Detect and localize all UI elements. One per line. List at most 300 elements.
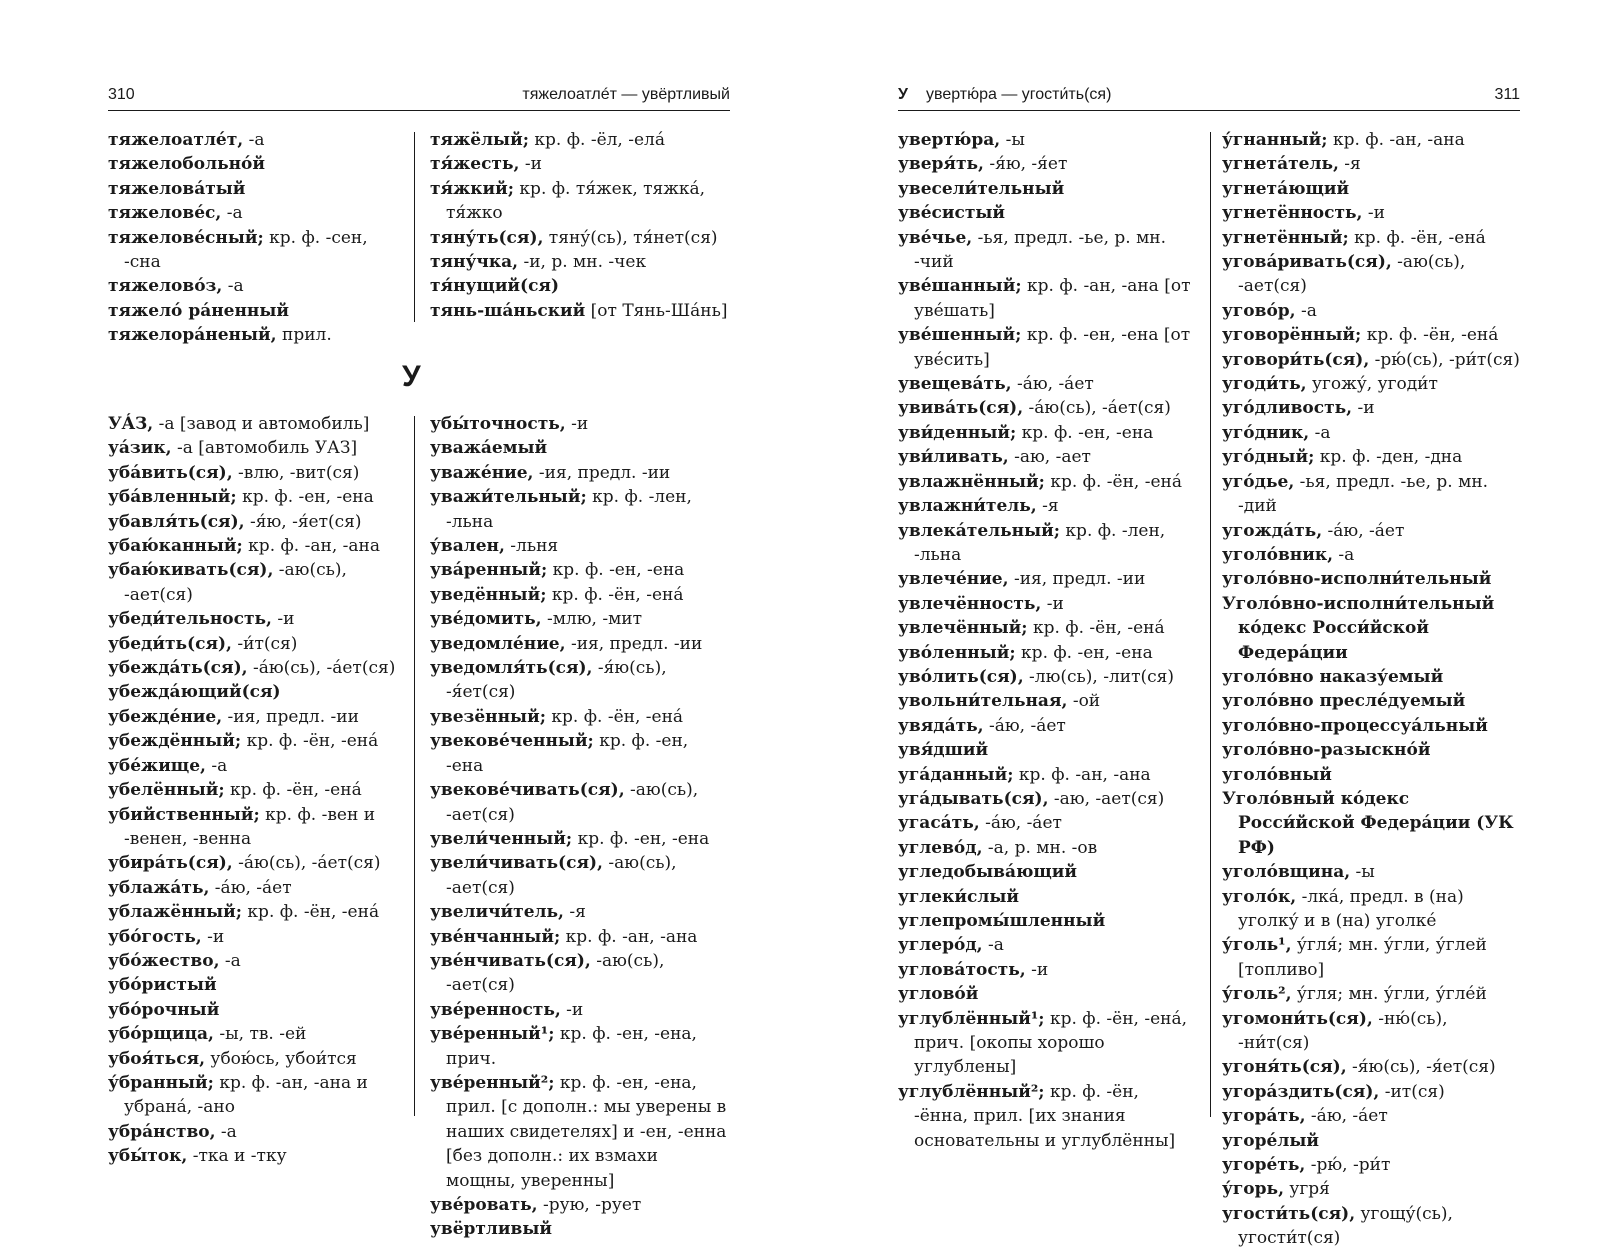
entry-headword: убеждáющий(ся) bbox=[108, 682, 281, 703]
dictionary-entry bbox=[898, 470, 1198, 494]
entry-headword: увéшанный; bbox=[898, 276, 1022, 297]
entry-grammar-note: -áю, -áет bbox=[1011, 374, 1094, 395]
column-divider bbox=[414, 132, 415, 322]
entry-headword: уголóк, bbox=[1222, 886, 1297, 907]
dictionary-entry bbox=[430, 827, 730, 851]
dictionary-entry bbox=[1222, 567, 1520, 591]
entry-grammar-note: угожу́, угоди́т bbox=[1306, 374, 1438, 395]
dictionary-entry bbox=[898, 201, 1198, 225]
dictionary-entry bbox=[108, 558, 398, 607]
entry-headword: тяжеловáтый bbox=[108, 178, 246, 199]
dictionary-entry bbox=[430, 1193, 730, 1217]
dictionary-entry bbox=[108, 1071, 398, 1120]
entry-headword: тяжёлый; bbox=[430, 130, 529, 150]
entry-headword: тяжелорáненый, bbox=[108, 325, 277, 346]
entry-grammar-note: кр. ф. -ан, -ана bbox=[1327, 130, 1465, 150]
dictionary-entry bbox=[898, 836, 1198, 860]
right-column-1 bbox=[898, 128, 1198, 1153]
entry-headword: уголóвщина, bbox=[1222, 862, 1351, 883]
entry-headword: уведомля́ть(ся), bbox=[430, 658, 593, 679]
entry-headword: убóжество, bbox=[108, 950, 220, 971]
dictionary-entry bbox=[430, 900, 730, 924]
entry-grammar-note: -а bbox=[221, 203, 243, 224]
entry-headword: углепромы́шленный bbox=[898, 911, 1106, 931]
entry-grammar-note: кр. ф. -ён, -ённа, прил. [их знания основательны и углублённы] bbox=[914, 1081, 1176, 1151]
dictionary-entry bbox=[898, 421, 1198, 445]
dictionary-entry bbox=[898, 933, 1198, 957]
dictionary-entry bbox=[108, 656, 398, 680]
dictionary-entry bbox=[108, 323, 398, 347]
entry-headword: тяжелоатлéт, bbox=[108, 130, 244, 150]
entry-grammar-note: у́гля́; мн. у́гли, у́глей [топливо] bbox=[1238, 935, 1487, 980]
entry-headword: увóленный; bbox=[898, 642, 1016, 663]
dictionary-entry bbox=[430, 998, 730, 1022]
entry-grammar-note: кр. ф. -ден, -дна bbox=[1314, 447, 1463, 468]
dictionary-entry bbox=[108, 128, 398, 152]
dictionary-entry bbox=[430, 583, 730, 607]
entry-headword: увертю́ра, bbox=[898, 130, 1001, 150]
left-top-column-1 bbox=[108, 128, 398, 348]
dictionary-entry bbox=[1222, 1129, 1520, 1153]
entry-grammar-note: кр. ф. -ён, -енá bbox=[1044, 471, 1182, 492]
entry-grammar-note: кр. ф. -ан, -ана bbox=[560, 926, 698, 947]
entry-grammar-note: -ой bbox=[1067, 691, 1101, 712]
dictionary-entry bbox=[430, 250, 730, 274]
entry-headword: увéренность, bbox=[430, 999, 561, 1020]
dictionary-entry bbox=[108, 485, 398, 509]
column-divider bbox=[1210, 132, 1211, 1117]
entry-headword: увивáть(ся), bbox=[898, 398, 1024, 419]
dictionary-entry bbox=[430, 925, 730, 949]
entry-grammar-note: кр. ф. -ен, -ена [от увéсить] bbox=[914, 325, 1191, 370]
dictionary-entry bbox=[1222, 860, 1520, 884]
entry-headword: уголóвник, bbox=[1222, 544, 1334, 565]
entry-grammar-note: -рую, -рует bbox=[537, 1195, 642, 1215]
entry-grammar-note: -влю, -вит(ся) bbox=[232, 462, 360, 483]
entry-headword: тяжеловéсный; bbox=[108, 227, 264, 248]
entry-headword: тя́жесть, bbox=[430, 154, 520, 175]
dictionary-entry bbox=[430, 729, 730, 778]
dictionary-entry bbox=[1222, 299, 1520, 323]
entry-grammar-note: кр. ф. -ён, -енá, прич. [окопы хорошо углублены] bbox=[914, 1008, 1188, 1078]
section-letter: У bbox=[402, 360, 421, 393]
entry-headword: убáвить(ся), bbox=[108, 462, 233, 483]
entry-grammar-note: -а bbox=[1333, 544, 1355, 565]
right-page-header bbox=[898, 86, 1520, 111]
entry-headword: тяжелобольнóй bbox=[108, 154, 265, 175]
entry-grammar-note: -аю(сь), -ает(ся) bbox=[446, 950, 665, 996]
entry-grammar-note: -и bbox=[1352, 398, 1375, 419]
entry-headword: угасáть, bbox=[898, 813, 980, 834]
entry-headword: уважáемый bbox=[430, 438, 548, 459]
entry-grammar-note: -áю(сь), -áет(ся) bbox=[1023, 398, 1171, 419]
entry-grammar-note: -áю, -áет bbox=[1322, 520, 1405, 541]
entry-headword: убóрочный bbox=[108, 999, 220, 1020]
entry-headword: угóдник, bbox=[1222, 422, 1310, 443]
entry-headword: убы́точность, bbox=[430, 414, 566, 434]
letter-tab: У bbox=[898, 86, 908, 103]
entry-grammar-note: -áю(сь), -áет(ся) bbox=[247, 658, 396, 679]
dictionary-entry bbox=[898, 885, 1198, 909]
dictionary-entry bbox=[430, 534, 730, 558]
dictionary-entry bbox=[1222, 201, 1520, 225]
entry-headword: у́бранный; bbox=[108, 1072, 214, 1093]
dictionary-entry bbox=[430, 461, 730, 485]
entry-grammar-note: кр. ф. -ён, -енá bbox=[546, 706, 684, 727]
dictionary-entry bbox=[430, 485, 730, 534]
entry-grammar-note: у́гля; мн. у́гли, у́глéй bbox=[1291, 984, 1487, 1005]
entry-headword: убóристый bbox=[108, 975, 217, 996]
entry-headword: угнетáющий bbox=[1222, 178, 1350, 199]
entry-headword: тяжеловóз, bbox=[108, 276, 223, 297]
dictionary-entry bbox=[1222, 1007, 1520, 1056]
entry-headword: углублённый¹; bbox=[898, 1008, 1045, 1029]
entry-grammar-note: -я bbox=[1036, 496, 1059, 517]
entry-grammar-note: кр. ф. -ан, -ана [от увéшать] bbox=[914, 276, 1191, 321]
entry-grammar-note: кр. ф. -ен, -ена, прил. [с дополн.: мы уверены в наших свидетелях] и -ен, -енна [без дополн.: их взмахи мощны, уверенны] bbox=[446, 1072, 727, 1191]
entry-headword: увéнчанный; bbox=[430, 926, 561, 947]
entry-headword: убеждённый; bbox=[108, 731, 242, 752]
entry-headword: угорáздить(ся), bbox=[1222, 1081, 1380, 1102]
entry-headword: угóдный; bbox=[1222, 447, 1315, 468]
dictionary-entry bbox=[1222, 982, 1520, 1006]
entry-headword: угнетённость, bbox=[1222, 203, 1363, 224]
entry-headword: у́голь², bbox=[1222, 984, 1292, 1005]
entry-headword: уважéние, bbox=[430, 462, 534, 483]
entry-headword: увéшенный; bbox=[898, 325, 1022, 346]
page-number: 310 bbox=[108, 86, 135, 103]
entry-grammar-note: кр. ф. -вен и -венен, -венна bbox=[124, 804, 376, 849]
entry-grammar-note: -ия, предл. -ии bbox=[533, 462, 671, 483]
dictionary-entry bbox=[430, 412, 730, 436]
entry-headword: увели́ченный; bbox=[430, 828, 573, 849]
dictionary-entry bbox=[898, 592, 1198, 616]
entry-grammar-note: -рю́(сь), -ри́т(ся) bbox=[1369, 349, 1520, 370]
entry-headword: увéчье, bbox=[898, 227, 973, 248]
entry-headword: ублажáть, bbox=[108, 877, 210, 898]
entry-grammar-note: кр. ф. -ен, -ена, прич. bbox=[446, 1024, 697, 1069]
entry-headword: угнетáтель, bbox=[1222, 154, 1339, 175]
entry-headword: уголóвно-исполни́тельный bbox=[1222, 569, 1492, 590]
entry-headword: убирáть(ся), bbox=[108, 853, 233, 874]
entry-headword: угóдье, bbox=[1222, 471, 1295, 492]
entry-headword: уговóр, bbox=[1222, 300, 1296, 321]
dictionary-entry bbox=[108, 1120, 398, 1144]
entry-headword: увéренный¹; bbox=[430, 1024, 555, 1045]
entry-headword: Уголóвный кóдекс Росси́йской Федерáции (УК РФ) bbox=[1222, 788, 1514, 858]
dictionary-entry bbox=[430, 851, 730, 900]
left-bottom-column-1 bbox=[108, 412, 398, 1169]
dictionary-entry bbox=[1222, 787, 1520, 860]
entry-grammar-note: -аю(сь), -ает(ся) bbox=[124, 560, 347, 605]
entry-grammar-note: -я́ю, -я́ет(ся) bbox=[244, 511, 362, 532]
entry-grammar-note: -и bbox=[271, 609, 295, 630]
dictionary-entry bbox=[1222, 885, 1520, 934]
entry-grammar-note: -ия, предл. -ии bbox=[1008, 569, 1146, 590]
entry-grammar-note: -я́ю, -я́ет bbox=[983, 154, 1068, 175]
entry-headword: углеки́слый bbox=[898, 886, 1019, 907]
dictionary-entry bbox=[430, 1217, 730, 1241]
dictionary-entry bbox=[430, 949, 730, 998]
entry-grammar-note: -а bbox=[205, 755, 228, 776]
entry-grammar-note: -льня bbox=[504, 536, 559, 557]
dictionary-entry bbox=[108, 412, 398, 436]
entry-headword: уáзик, bbox=[108, 438, 172, 459]
entry-grammar-note: -и bbox=[1362, 203, 1385, 224]
dictionary-entry bbox=[430, 177, 730, 226]
entry-grammar-note: кр. ф. -ан, -ана и убранá, -ано bbox=[124, 1072, 368, 1118]
column-divider bbox=[414, 416, 415, 1116]
dictionary-entry bbox=[430, 1022, 730, 1071]
entry-headword: угледобывáющий bbox=[898, 862, 1078, 883]
dictionary-entry bbox=[1222, 1202, 1520, 1251]
entry-grammar-note: кр. ф. -лен, -льна bbox=[914, 520, 1166, 565]
entry-headword: убеди́тельность, bbox=[108, 609, 272, 630]
entry-headword: тяжеловéс, bbox=[108, 203, 222, 224]
dictionary-entry bbox=[108, 851, 398, 875]
entry-grammar-note: кр. ф. -сен, -сна bbox=[124, 227, 368, 273]
entry-grammar-note: -и bbox=[560, 999, 584, 1020]
entry-headword: увя́дший bbox=[898, 740, 989, 761]
entry-headword: увлечéние, bbox=[898, 569, 1009, 590]
dictionary-entry bbox=[108, 925, 398, 949]
entry-headword: увéдомить, bbox=[430, 609, 542, 630]
entry-headword: увлекáтельный; bbox=[898, 520, 1061, 541]
entry-headword: угости́ть(ся), bbox=[1222, 1203, 1356, 1224]
entry-grammar-note: -и bbox=[1025, 959, 1049, 980]
entry-headword: уважи́тельный; bbox=[430, 487, 587, 508]
entry-grammar-note: кр. ф. -ён, -енá bbox=[224, 780, 362, 801]
dictionary-entry bbox=[898, 982, 1198, 1006]
entry-grammar-note: прил. bbox=[276, 325, 332, 346]
entry-grammar-note: кр. ф. -ёл, -елá bbox=[529, 130, 665, 150]
dictionary-entry bbox=[108, 274, 398, 298]
entry-grammar-note: -а [завод и автомобиль] bbox=[153, 414, 370, 434]
entry-grammar-note: тяну́(сь), тя́нет(ся) bbox=[543, 227, 718, 248]
entry-headword: уви́денный; bbox=[898, 422, 1017, 443]
entry-headword: угомони́ть(ся), bbox=[1222, 1008, 1373, 1029]
entry-headword: тяну́ть(ся), bbox=[430, 227, 544, 248]
entry-headword: увлажни́тель, bbox=[898, 496, 1037, 517]
entry-headword: у́гнанный; bbox=[1222, 130, 1328, 150]
entry-headword: убийственный; bbox=[108, 804, 260, 825]
dictionary-entry bbox=[108, 607, 398, 631]
entry-headword: убéжище, bbox=[108, 755, 206, 776]
dictionary-entry bbox=[898, 714, 1198, 738]
dictionary-entry bbox=[1222, 445, 1520, 469]
entry-grammar-note: угощу́(сь), угости́т(ся) bbox=[1238, 1203, 1453, 1249]
entry-headword: уголóвно преслéдуемый bbox=[1222, 691, 1466, 712]
entry-grammar-note: -лкá, предл. в (на) уголку́ и в (на) уголкé bbox=[1238, 886, 1464, 931]
entry-headword: угáдывать(ся), bbox=[898, 788, 1049, 809]
entry-headword: увесели́тельный bbox=[898, 178, 1065, 199]
dictionary-entry bbox=[898, 738, 1198, 762]
entry-grammar-note: -áю, -áет bbox=[979, 813, 1062, 834]
dictionary-entry bbox=[108, 534, 398, 558]
entry-grammar-note: -а bbox=[1295, 300, 1317, 321]
entry-headword: уголóвно-разыскнóй bbox=[1222, 740, 1431, 761]
entry-headword: увели́чивать(ся), bbox=[430, 853, 603, 874]
entry-headword: тянь-шáньский bbox=[430, 300, 586, 321]
entry-grammar-note: -а bbox=[1309, 422, 1331, 443]
dictionary-entry bbox=[898, 811, 1198, 835]
entry-headword: уведённый; bbox=[430, 584, 547, 605]
entry-headword: уговори́ть(ся), bbox=[1222, 349, 1370, 370]
entry-headword: уговорённый; bbox=[1222, 325, 1362, 346]
dictionary-entry bbox=[1222, 1055, 1520, 1079]
entry-headword: угóдливость, bbox=[1222, 398, 1353, 419]
entry-headword: тя́жкий; bbox=[430, 178, 515, 199]
entry-headword: увезённый; bbox=[430, 706, 546, 727]
entry-headword: тяжелó рáненный bbox=[108, 300, 290, 321]
dictionary-entry bbox=[430, 705, 730, 729]
entry-headword: Уголóвно-исполни́тельный кóдекс Росси́йской Федерáции bbox=[1222, 593, 1495, 663]
entry-headword: уголóвно-процессуáльный bbox=[1222, 715, 1488, 736]
dictionary-entry bbox=[1222, 1177, 1520, 1201]
entry-headword: убóгость, bbox=[108, 926, 202, 947]
entry-grammar-note: -рю́, -ри́т bbox=[1305, 1155, 1391, 1176]
entry-grammar-note: кр. ф. -ён, -енá bbox=[1361, 325, 1499, 346]
entry-grammar-note: -ит(ся) bbox=[1379, 1081, 1445, 1102]
entry-headword: угорáть, bbox=[1222, 1106, 1306, 1127]
dictionary-entry bbox=[1222, 470, 1520, 519]
entry-grammar-note: -ия, предл. -ии bbox=[565, 633, 703, 654]
dictionary-entry bbox=[430, 778, 730, 827]
dictionary-entry bbox=[108, 177, 398, 201]
dictionary-entry bbox=[898, 860, 1198, 884]
entry-grammar-note: -аю, -ает bbox=[1008, 447, 1091, 468]
dictionary-entry bbox=[430, 558, 730, 582]
entry-grammar-note: кр. ф. тя́жек, тяжкá, тя́жко bbox=[446, 178, 706, 224]
dictionary-entry bbox=[108, 680, 398, 704]
running-head: тяжелоатлéт — увёртливый bbox=[522, 86, 730, 103]
left-page-header bbox=[108, 86, 730, 111]
entry-headword: у́горь, bbox=[1222, 1179, 1284, 1200]
entry-grammar-note: -я́ю(сь), -я́ет(ся) bbox=[446, 658, 667, 703]
entry-grammar-note: -я bbox=[1338, 154, 1361, 175]
dictionary-entry bbox=[898, 616, 1198, 640]
dictionary-entry bbox=[430, 226, 730, 250]
dictionary-entry bbox=[898, 445, 1198, 469]
entry-grammar-note: убою́сь, убои́тся bbox=[205, 1048, 357, 1069]
dictionary-entry bbox=[898, 372, 1198, 396]
entry-grammar-note: кр. ф. -ен, -ена bbox=[236, 487, 374, 508]
dictionary-entry bbox=[898, 274, 1198, 323]
dictionary-entry bbox=[430, 607, 730, 631]
entry-headword: угорéлый bbox=[1222, 1130, 1319, 1151]
entry-headword: увековéченный; bbox=[430, 731, 594, 752]
dictionary-entry bbox=[1222, 348, 1520, 372]
entry-grammar-note: -áю(сь), -áет(ся) bbox=[232, 853, 381, 874]
dictionary-entry bbox=[108, 632, 398, 656]
right-page bbox=[810, 0, 1620, 1258]
left-top-column-2 bbox=[430, 128, 730, 323]
entry-grammar-note: -ы bbox=[1350, 862, 1375, 883]
entry-grammar-note: кр. ф. -лен, -льна bbox=[446, 487, 692, 532]
entry-headword: увёртливый bbox=[430, 1219, 552, 1240]
entry-grammar-note: -аю(сь), -ает(ся) bbox=[446, 780, 699, 825]
left-bottom-column-2 bbox=[430, 412, 730, 1242]
dictionary-entry bbox=[1222, 226, 1520, 250]
entry-headword: убеждéние, bbox=[108, 706, 223, 727]
dictionary-entry bbox=[108, 201, 398, 225]
entry-headword: убаю́канный; bbox=[108, 536, 243, 557]
entry-grammar-note: кр. ф. -ан, -ана bbox=[1013, 764, 1151, 785]
dictionary-entry bbox=[430, 632, 730, 656]
entry-headword: угловáтость, bbox=[898, 959, 1026, 980]
dictionary-entry bbox=[1222, 421, 1520, 445]
running-head: увертю́ра — угости́ть(ся) bbox=[926, 86, 1112, 103]
entry-grammar-note: -и bbox=[1041, 593, 1064, 614]
dictionary-entry bbox=[108, 1022, 398, 1046]
dictionary-entry bbox=[108, 461, 398, 485]
entry-grammar-note: -и bbox=[519, 154, 542, 175]
entry-grammar-note: -и́т(ся) bbox=[231, 633, 298, 654]
page-number: 311 bbox=[1494, 86, 1520, 103]
entry-grammar-note: -аю(сь), -ает(ся) bbox=[1238, 252, 1466, 297]
dictionary-entry bbox=[430, 152, 730, 176]
dictionary-entry bbox=[108, 436, 398, 460]
entry-grammar-note: -áю, -áет bbox=[983, 715, 1066, 736]
entry-headword: увековéчивать(ся), bbox=[430, 780, 625, 801]
dictionary-entry bbox=[898, 323, 1198, 372]
dictionary-entry bbox=[108, 803, 398, 852]
dictionary-entry bbox=[1222, 1080, 1520, 1104]
dictionary-entry bbox=[898, 396, 1198, 420]
entry-grammar-note: -áю, -áет bbox=[1305, 1106, 1388, 1127]
entry-headword: угождáть, bbox=[1222, 520, 1323, 541]
entry-grammar-note: -а, р. мн. -ов bbox=[982, 837, 1098, 858]
entry-headword: убеди́ть(ся), bbox=[108, 633, 232, 654]
entry-headword: углублённый²; bbox=[898, 1081, 1045, 1102]
dictionary-entry bbox=[898, 763, 1198, 787]
entry-grammar-note: кр. ф. -ён, -енá bbox=[1348, 227, 1486, 248]
entry-headword: уголóвный bbox=[1222, 764, 1332, 785]
entry-grammar-note: [от Тянь-Шáнь] bbox=[585, 300, 728, 321]
entry-headword: увлечённость, bbox=[898, 593, 1042, 614]
entry-headword: угоди́ть, bbox=[1222, 374, 1307, 395]
dictionary-entry bbox=[898, 689, 1198, 713]
entry-headword: угловóй bbox=[898, 984, 979, 1005]
entry-grammar-note: кр. ф. -ён, -енá bbox=[546, 584, 684, 605]
dictionary-entry bbox=[1222, 519, 1520, 543]
right-column-2 bbox=[1222, 128, 1520, 1251]
entry-headword: угнетённый; bbox=[1222, 227, 1349, 248]
entry-headword: тя́нущий(ся) bbox=[430, 276, 560, 297]
entry-headword: углевóд, bbox=[898, 837, 983, 858]
dictionary-entry bbox=[430, 299, 730, 323]
dictionary-entry bbox=[898, 494, 1198, 518]
entry-grammar-note: -áю, -áет bbox=[209, 877, 292, 898]
entry-grammar-note: кр. ф. -ён, -енá bbox=[242, 902, 380, 923]
dictionary-entry bbox=[108, 973, 398, 997]
dictionary-entry bbox=[430, 1071, 730, 1193]
dictionary-entry bbox=[108, 998, 398, 1022]
entry-headword: убóрщица, bbox=[108, 1024, 214, 1045]
dictionary-entry bbox=[1222, 128, 1520, 152]
entry-headword: увольни́тельная, bbox=[898, 691, 1068, 712]
dictionary-entry bbox=[1222, 372, 1520, 396]
dictionary-entry bbox=[1222, 714, 1520, 738]
entry-headword: угоня́ть(ся), bbox=[1222, 1057, 1347, 1078]
entry-headword: увлажнённый; bbox=[898, 471, 1045, 492]
dictionary-entry bbox=[898, 958, 1198, 982]
dictionary-entry bbox=[898, 177, 1198, 201]
dictionary-entry bbox=[1222, 543, 1520, 567]
entry-headword: убаю́кивать(ся), bbox=[108, 560, 274, 581]
dictionary-entry bbox=[1222, 396, 1520, 420]
dictionary-entry bbox=[1222, 665, 1520, 689]
